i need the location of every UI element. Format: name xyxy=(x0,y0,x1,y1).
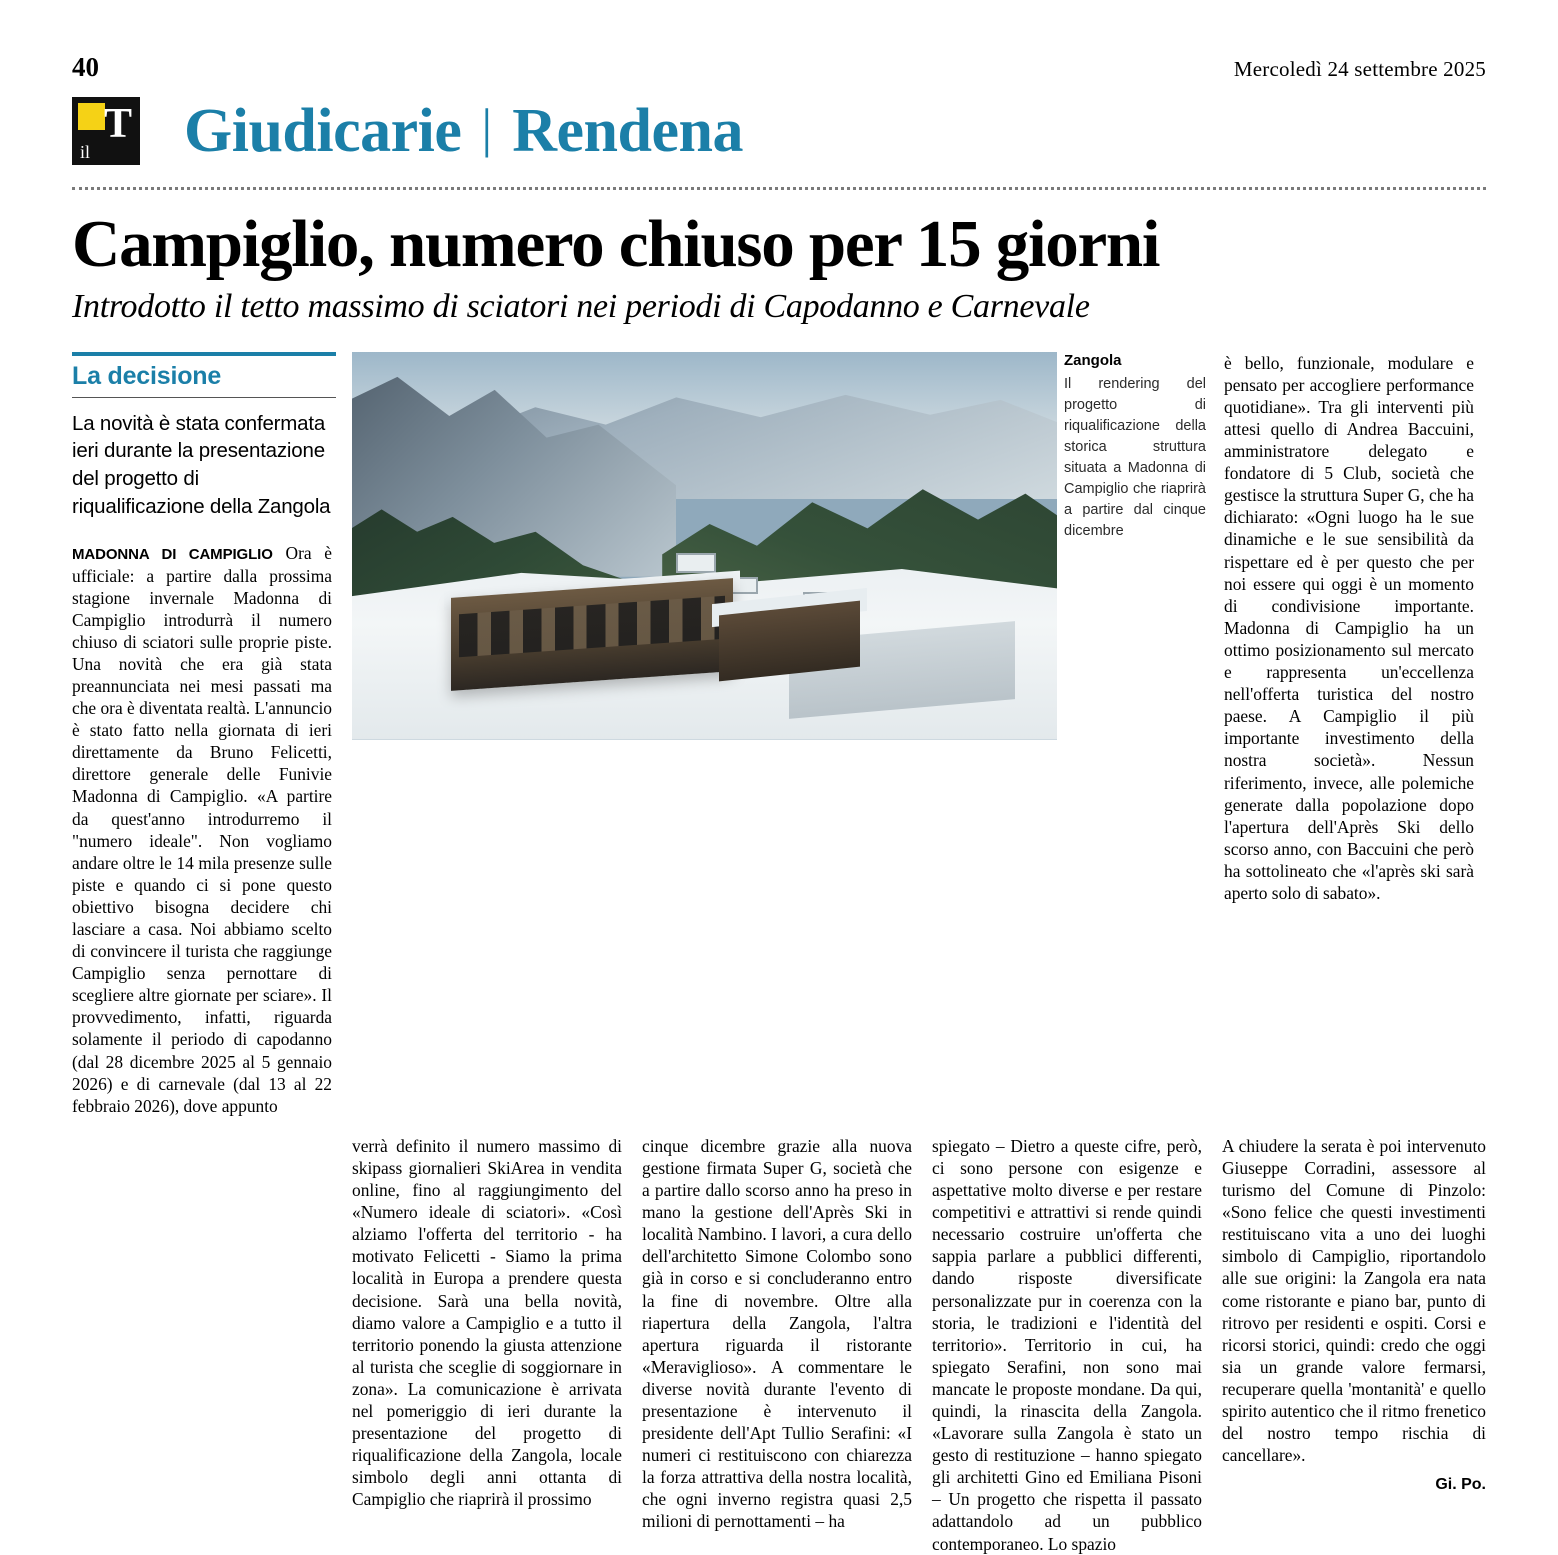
page-title: Campiglio, numero chiuso per 15 giorni xyxy=(72,207,1160,281)
lower-column-2: verrà definito il numero massimo di skipass giornalieri SkiArea in vendita online, fino al raggiungimento del «Numero ideale di sciatori». «Così alziamo l'offerta del territorio - ha motivato Felicetti - Siamo la prima località in Europa a prendere questa decisione. Sarà una bella novità, diamo valore a Campiglio e a tutto il territorio ponendo la giusta attenzione al turista che sceglie di soggiornare in zona». La comunicazione è arrivata nel pomeriggio di ieri durante la presentazione del progetto di riqualificazione della Zangola, locale simbolo degli anni ottanta di Campiglio che riaprirà il prossimo xyxy=(352,1135,622,1510)
logo-yellow-square-icon xyxy=(78,103,105,130)
section-secondary: Rendena xyxy=(512,97,743,165)
publication-logo-icon xyxy=(72,97,140,165)
dateline-body: Ora è ufficiale: a partire dalla prossima stagione invernale Madonna di Campiglio introdurrà il numero chiuso di sciatori sulle proprie piste. Una novità che era già stata preannunciata nei mesi passati ma che ora è diventata realtà. L'annuncio è stato fatto nella giornata di ieri direttamente da Bruno Felicetti, direttore generale delle Funivie Madonna di Campiglio. «A partire da quest'anno introdurremo il "numero ideale". Non vogliamo andare oltre le 14 mila presenze sulle piste e quando ci si pone questo obiettivo bisogna decidere chi lasciare a casa. Noi abbiamo scelto di convincere il turista che raggiunge Campiglio senza pernottare di scegliere altre giornate per sciare». Il provvedimento, infatti, riguarda solamente il periodo di capodanno (dal 28 dicembre 2025 al 5 gennaio 2026) e di carnevale (dal 13 al 22 febbraio 2026), dove appunto xyxy=(72,543,332,1116)
masthead xyxy=(0,83,1558,165)
photo-hut xyxy=(676,553,715,573)
page-header xyxy=(0,0,1558,83)
lower-column-3: cinque dicembre grazie alla nuova gestione firmata Super G, società che a partire dallo scorso anno ha preso in mano la gestione dell'Après Ski in località Nambino. I lavori, a cura dello dell'architetto Simone Colombo sono già in corso e si concluderanno entro la fine di novembre. Oltre alla riapertura della Zangola, l'altra apertura riguarda il ristorante «Meraviglioso». A commentare le diverse novità durante l'evento di presentazione è intervenuto il presidente dell'Apt Tullio Serafini: «I numeri ci restituiscono con chiarezza la forza attrattiva della nostra località, che ogni inverno registra quasi 2,5 milioni di pernottamenti – ha xyxy=(642,1135,912,1532)
upper-content xyxy=(0,326,1558,1117)
lower-column-4: spiegato – Dietro a queste cifre, però, ci sono persone con esigenze e aspettative molto diverse e per restare competitivi e attrattivi si rende quindi necessario costruire un'offerta che sappia parlare a pubblici differenti, dando risposte diversificate personalizzate pur in coerenza con la storia, le tradizioni e l'identità del territorio». Territorio in cui, ha spiegato Serafini, non sono mai mancate le proposte mondane. Da qui, quindi, la rinascita della Zangola. «Lavorare sulla Zangola è stato un gesto di restituzione – hanno spiegato gli architetti Gino ed Emiliana Pisoni – Un progetto che rispetta il passato adattandolo ad un pubblico contemporaneo. Lo spazio xyxy=(932,1135,1202,1554)
zangola-rendering-photo xyxy=(352,352,1057,740)
lower-column-5-text: A chiudere la serata è poi intervenuto Giuseppe Corradini, assessore al turismo del Comune di Pinzolo: «Sono felice che questi investimenti restituiscano vita a uno dei luoghi simbolo di Campiglio, riportandolo alle sue origini: la Zangola era nata come ristorante e piano bar, punto di ritrovo per residenti e ospiti. Corsi e ricorsi storici, quindi: credo che oggi sia un grande valore fermarsi, recuperare quella 'montanità' e quello spirito autentico che il ritmo frenetico del nostro tempo rischia di cancellare». xyxy=(1222,1135,1486,1466)
lower-content xyxy=(0,1117,1558,1555)
caption-title: Zangola xyxy=(1064,351,1122,369)
lower-column-spacer xyxy=(72,1135,352,1555)
section-separator: | xyxy=(481,98,493,158)
lower-column-5 xyxy=(1222,1135,1486,1555)
article-dateline-paragraph xyxy=(72,542,332,1116)
headline-block xyxy=(0,190,1558,326)
article-signature: Gi. Po. xyxy=(1435,1476,1486,1494)
issue-date: Mercoledì 24 settembre 2025 xyxy=(1233,57,1486,81)
caption-body: Il rendering del progetto di riqualificazione della storica struttura situata a Madonna di Campiglio che riaprirà a partire dal cinque dicembre xyxy=(1064,375,1206,539)
right-column-top xyxy=(1224,352,1474,1117)
section-titles xyxy=(184,97,743,165)
article-subhead: Introdotto il tetto massimo di sciatori nei periodi di Capodanno e Carnevale xyxy=(72,288,1090,326)
page-number: 40 xyxy=(72,52,99,82)
right-column-text: è bello, funzionale, modulare e pensato per accogliere performance quotidiane». Tra gli interventi più attesi quello di Andrea Baccuini, amministratore delegato e fondatore di 5 Club, società che gestisce la struttura Super G, che ha dichiarato: «Ogni luogo ha le sue dinamiche e le sue sensibilità da rispettare ed è per questo che per noi essere qui oggi è un momento di condivisione importante. Madonna di Campiglio ha un ottimo posizionamento sul mercato e rappresenta un'eccellenza nell'offerta turistica del nostro paese. A Campiglio il più importante investimento della nostra società». Nessun riferimento, invece, alle polemiche generate dalla popolazione dopo l'apertura dell'Après Ski dello scorso anno, con Baccuini che però ha sottolineato che «l'après ski sarà aperto solo di sabato». xyxy=(1224,352,1474,903)
photo-column xyxy=(352,352,1064,1117)
kicker-rule-bottom xyxy=(72,397,336,398)
section-primary: Giudicarie xyxy=(184,97,462,165)
caption-column xyxy=(1064,352,1224,1117)
logo-il-text: il xyxy=(80,142,91,162)
logo-t-text: T xyxy=(103,101,132,147)
article-standfirst: La novità è stata confermata ieri durante la presentazione del progetto di riqualificazione della Zangola xyxy=(72,411,331,518)
dateline-place: MADONNA DI CAMPIGLIO xyxy=(72,546,273,564)
article-kicker: La decisione xyxy=(72,361,222,390)
left-column xyxy=(72,352,352,1117)
